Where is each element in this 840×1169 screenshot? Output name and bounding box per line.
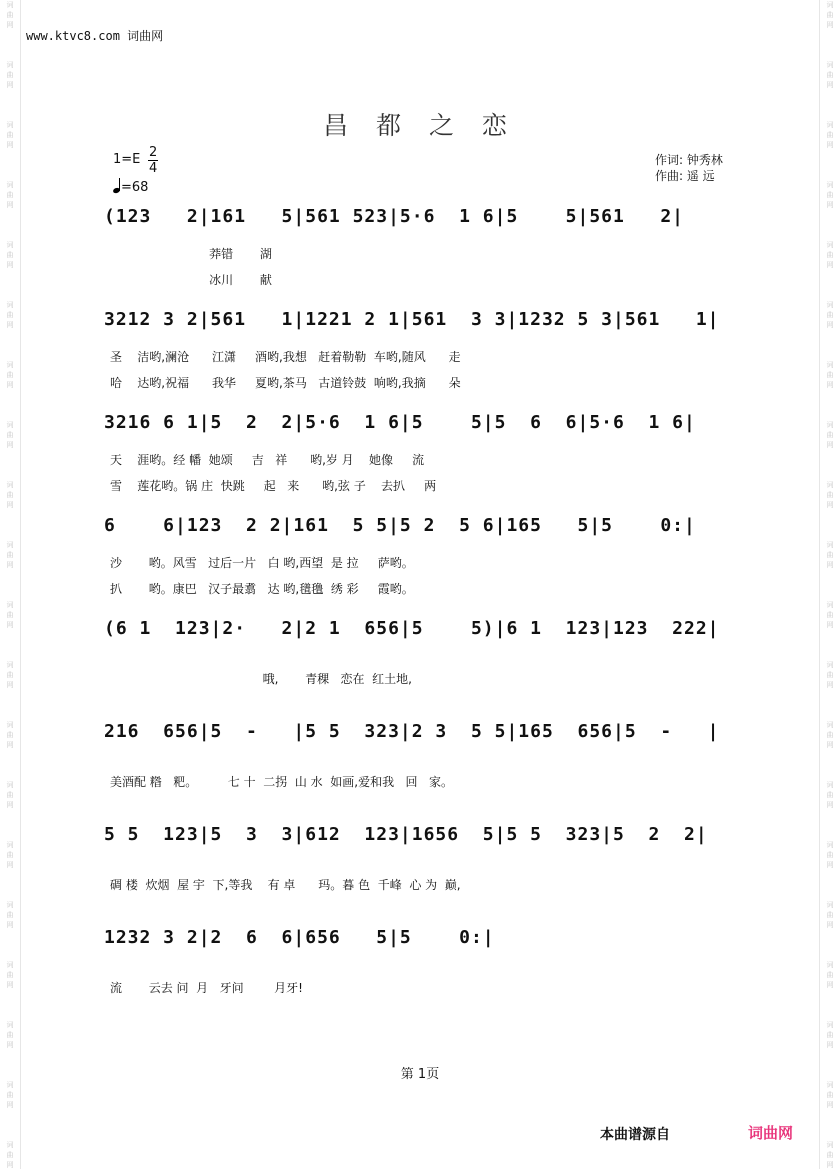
watermark-mark: 词 曲 网 [6,961,14,989]
lyric-line-1-verse-2: 冰川 献 [110,273,272,287]
lyric-line-1-verse-1: 莽错 湖 [110,247,272,261]
notation-line-1: (123 2|161 5|561 523|5·6 1 6|5 5|561 2| [104,206,685,227]
watermark-mark: 词 曲 网 [6,541,14,569]
watermark-mark: 词 曲 网 [6,61,14,89]
watermark-mark: 词 曲 网 [826,841,834,869]
watermark-mark: 词 曲 网 [6,901,14,929]
watermark-mark: 词 曲 网 [826,601,834,629]
watermark-mark: 词 曲 网 [6,301,14,329]
watermark-mark: 词 曲 网 [826,1,834,29]
time-sig-top: 2 [149,145,158,160]
left-watermark [2,0,18,1169]
score-system-7 [104,821,750,861]
watermark-mark: 词 曲 网 [826,301,834,329]
watermark-mark: 词 曲 网 [826,181,834,209]
lyric-line-2-verse-1: 圣 洁哟,澜沧 江潇 酒哟,我想 赶着勒勒 车哟,随风 走 [110,350,461,364]
source-label: 本曲谱源自 [600,1127,670,1143]
notation-line-8: 1232 3 2|2 6 6|656 5|5 0:| [104,927,495,948]
credits [655,152,723,184]
lyric-line-8: 流 云去 问 月 牙问 月牙! [110,981,303,995]
watermark-mark: 词 曲 网 [6,481,14,509]
watermark-mark: 词 曲 网 [6,841,14,869]
notation-line-4: 6 6|123 2 2|161 5 5|5 2 5 6|165 5|5 0:| [104,515,696,536]
lyric-line-4-verse-1: 沙 哟。风雪 过后一片 白 哟,西望 是 拉 萨哟。 [110,556,414,570]
lyric-line-3-verse-2: 雪 莲花哟。锅 庄 快跳 起 来 哟,弦 子 去扒 两 [110,479,437,493]
score-system-3 [104,409,750,449]
time-signature [148,145,158,176]
watermark-mark: 词 曲 网 [6,361,14,389]
tempo-value: =68 [121,180,149,195]
watermark-mark: 词 曲 网 [6,781,14,809]
quarter-note-icon [113,178,121,193]
score-system-8 [104,924,750,964]
watermark-mark: 词 曲 网 [6,661,14,689]
watermark-mark: 词 曲 网 [826,961,834,989]
notation-line-7: 5 5 123|5 3 3|612 123|1656 5|5 5 323|5 2 2| [104,824,708,845]
site-url[interactable]: www.ktvc8.com [26,29,120,43]
watermark-mark: 词 曲 网 [826,781,834,809]
lyric-line-4-verse-2: 扒 哟。康巴 汉子最翥 达 哟,氆氇 绣 彩 霞哟。 [110,582,414,596]
watermark-mark: 词 曲 网 [826,241,834,269]
watermark-mark: 词 曲 网 [826,1081,834,1109]
watermark-mark: 词 曲 网 [6,601,14,629]
watermark-mark: 词 曲 网 [6,1141,14,1169]
song-title: 昌 都 之 恋 [323,111,517,140]
watermark-mark: 词 曲 网 [6,721,14,749]
watermark-mark: 词 曲 网 [826,721,834,749]
watermark-mark: 词 曲 网 [6,241,14,269]
tempo-marking [113,178,148,195]
notation-line-2: 3212 3 2|561 1|1221 2 1|561 3 3|1232 5 3|561 1| [104,309,720,330]
right-watermark [822,0,838,1169]
key-signature: 1=E [113,152,141,167]
watermark-mark: 词 曲 网 [826,661,834,689]
watermark-mark: 词 曲 网 [826,901,834,929]
watermark-mark: 词 曲 网 [826,61,834,89]
lyric-line-2-verse-2: 哈 达哟,祝福 我华 夏哟,茶马 古道铃鼓 响哟,我摘 朵 [110,376,461,390]
page-number: 第 1页 [400,1067,440,1082]
notation-line-5: (6 1 123|2· 2|2 1 656|5 5)|6 1 123|123 222| [104,618,720,639]
left-frame-line [20,0,21,1169]
right-frame-line [819,0,820,1169]
watermark-mark: 词 曲 网 [826,121,834,149]
lyricist: 作词: 钟秀林 [655,153,723,167]
score-system-6 [104,718,750,758]
watermark-mark: 词 曲 网 [6,1081,14,1109]
score-system-2 [104,306,750,346]
score-system-5 [104,615,750,655]
composer: 作曲: 遥 远 [655,169,715,183]
watermark-mark: 词 曲 网 [6,421,14,449]
watermark-mark: 词 曲 网 [826,421,834,449]
watermark-mark: 词 曲 网 [6,1021,14,1049]
watermark-mark: 词 曲 网 [826,481,834,509]
watermark-mark: 词 曲 网 [6,121,14,149]
watermark-mark: 词 曲 网 [6,181,14,209]
site-header [26,27,163,44]
notation-line-3: 3216 6 1|5 2 2|5·6 1 6|5 5|5 6 6|5·6 1 6| [104,412,696,433]
watermark-mark: 词 曲 网 [826,361,834,389]
lyric-line-6: 美酒配 糌 粑。 七 十 二拐 山 水 如画,爱和我 回 家。 [110,775,453,789]
lyric-line-3-verse-1: 天 涯哟。经 幡 她颂 吉 祥 哟,岁 月 她像 流 [110,453,425,467]
watermark-mark: 词 曲 网 [826,1141,834,1169]
score-system-1 [104,203,750,243]
watermark-mark: 词 曲 网 [826,541,834,569]
watermark-mark: 词 曲 网 [826,1021,834,1049]
lyric-line-5: 哦, 青稞 恋在 红土地, [110,672,412,686]
site-name: 词曲网 [127,29,164,43]
brand-logo[interactable]: 词曲网 [748,1124,794,1142]
score-system-4 [104,512,750,552]
watermark-mark: 词 曲 网 [6,1,14,29]
time-sig-bottom: 4 [149,161,158,176]
notation-line-6: 216 656|5 - |5 5 323|2 3 5 5|165 656|5 - | [104,721,720,742]
lyric-line-7: 碉 楼 炊烟 屋 宇 下,等我 有 卓 玛。暮 色 千峰 心 为 巅, [110,878,461,892]
